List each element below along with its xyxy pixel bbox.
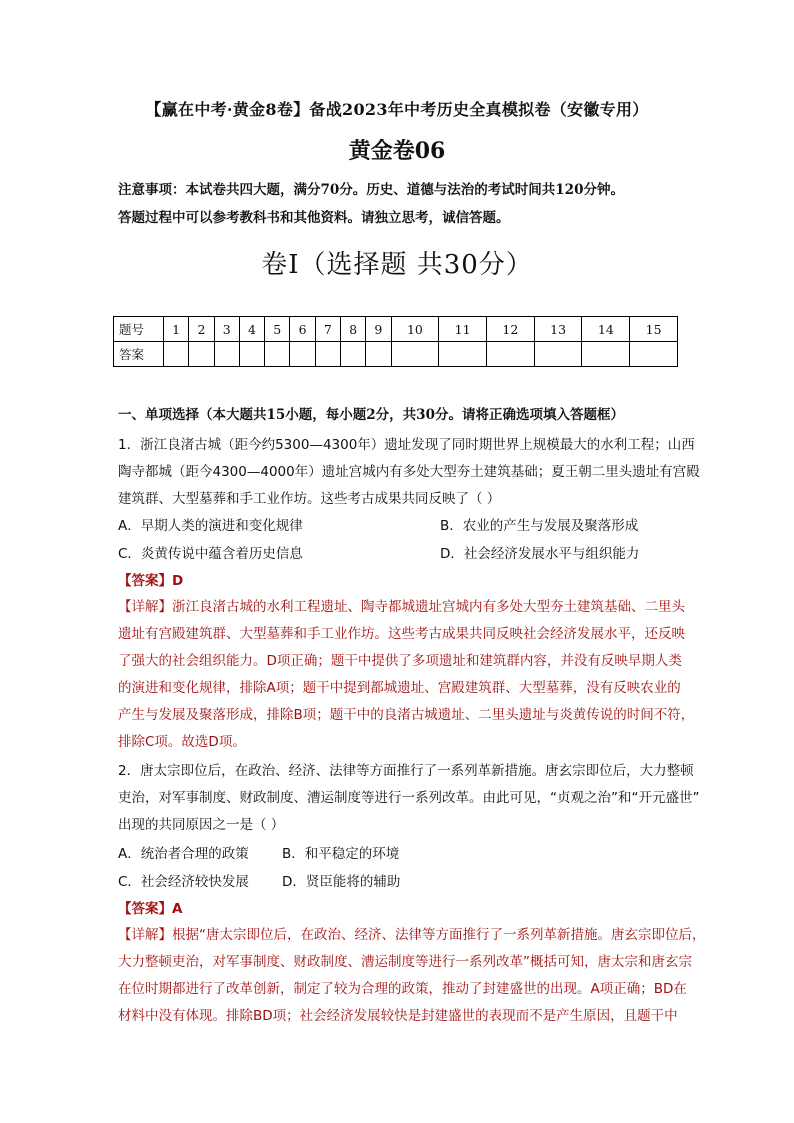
answer-cell[interactable]: [391, 342, 439, 367]
answer-cell[interactable]: [214, 342, 239, 367]
q1-option-d: D．社会经济发展水平与组织能力: [440, 546, 640, 562]
question-number-cell: 6: [290, 317, 315, 342]
question-number-cell: 5: [265, 317, 290, 342]
q2-detail-line-1: 【详解】根据“唐太宗即位后，在政治、经济、法律等方面推行了一系列革新措施。唐玄宗即位后，: [118, 927, 706, 943]
q1-option-c: C．炎黄传说中蕴含着历史信息: [118, 546, 303, 562]
answer-cell[interactable]: [239, 342, 264, 367]
question-number-cell: 10: [391, 317, 439, 342]
answer-cell[interactable]: [164, 342, 189, 367]
question-number-cell: 13: [534, 317, 582, 342]
question-number-cell: 4: [239, 317, 264, 342]
question-number-cell: 14: [582, 317, 630, 342]
question-number-cell: 12: [487, 317, 535, 342]
question-number-cell: 1: [164, 317, 189, 342]
answer-cell[interactable]: [582, 342, 630, 367]
q2-detail-line-4: 材料中没有体现。排除BD项；社会经济发展较快是封建盛世的表现而不是产生原因，且题干中: [118, 1008, 678, 1024]
answer-cell[interactable]: [189, 342, 214, 367]
q1-answer: 【答案】D: [118, 573, 184, 589]
q1-detail-line-2: 遗址有宫殿建筑群、大型墓葬和手工业作坊。这些考古成果共同反映社会经济发展水平，还反映: [118, 626, 685, 642]
question-number-cell: 2: [189, 317, 214, 342]
question-number-cell: 7: [315, 317, 340, 342]
answer-cell[interactable]: [534, 342, 582, 367]
row-label-number: 题号: [114, 317, 164, 342]
answer-table-answer-row: [114, 342, 678, 367]
q2-option-b: B．和平稳定的环境: [282, 846, 400, 862]
q2-stem-line-2: 吏治，对军事制度、财政制度、漕运制度等进行一系列改革。由此可见，“贞观之治”和“开元盛世”: [118, 790, 700, 806]
question-number-cell: 15: [630, 317, 678, 342]
answer-cell[interactable]: [290, 342, 315, 367]
answer-cell[interactable]: [315, 342, 340, 367]
answer-cell[interactable]: [265, 342, 290, 367]
notice-line-2: 答题过程中可以参考教科书和其他资料。请独立思考，诚信答题。: [118, 210, 510, 226]
q1-detail-line-1: 【详解】浙江良渚古城的水利工程遗址、陶寺都城遗址宫城内有多处大型夯土建筑基础、二里头: [118, 599, 685, 615]
notice-line-1: 注意事项：本试卷共四大题，满分70分。历史、道德与法治的考试时间共120分钟。: [118, 182, 624, 198]
q2-option-a: A．统治者合理的政策: [118, 846, 249, 862]
question-number-cell: 11: [439, 317, 487, 342]
answer-cell[interactable]: [487, 342, 535, 367]
q2-detail-line-2: 大力整顿吏治，对军事制度、财政制度、漕运制度等进行一系列改革”概括可知，唐太宗和唐玄宗: [118, 954, 692, 970]
answer-cell[interactable]: [366, 342, 391, 367]
q1-detail-line-5: 产生与发展及聚落形成，排除B项；题干中的良渚古城遗址、二里头遗址与炎黄传说的时间不符，: [118, 707, 695, 723]
q1-option-b: B．农业的产生与发展及聚落形成: [440, 518, 639, 534]
answer-cell[interactable]: [630, 342, 678, 367]
answer-table: [113, 316, 678, 367]
exam-header-title: 【赢在中考·黄金8卷】备战2023年中考历史全真模拟卷（安徽专用）: [145, 100, 649, 119]
q1-option-a: A．早期人类的演进和变化规律: [118, 518, 303, 534]
answer-table-number-row: [114, 317, 678, 342]
question-number-cell: 9: [366, 317, 391, 342]
q1-detail-line-6: 排除C项。故选D项。: [118, 734, 246, 750]
q2-option-d: D．贤臣能将的辅助: [282, 874, 401, 890]
exam-subtitle: 黄金卷06: [348, 138, 446, 164]
q1-stem-line-2: 陶寺都城（距今4300—4000年）遗址宫城内有多处大型夯土建筑基础；夏王朝二里头遗址有宫殿: [118, 464, 700, 480]
row-label-answer: 答案: [114, 342, 164, 367]
q1-stem-line-1: 1．浙江良渚古城（距今约5300—4300年）遗址发现了同时期世界上规模最大的水利工程；山西: [118, 437, 695, 453]
q1-detail-line-3: 了强大的社会组织能力。D项正确；题干中提供了多项遗址和建筑群内容，并没有反映早期人类: [118, 653, 682, 669]
q2-detail-line-3: 在位时期都进行了改革创新，制定了较为合理的政策，推动了封建盛世的出现。A项正确；BD在: [118, 981, 687, 997]
section-title: 卷Ⅰ（选择题 共30分）: [261, 250, 533, 280]
q2-stem-line-3: 出现的共同原因之一是（ ）: [118, 817, 285, 833]
q1-stem-line-3: 建筑群、大型墓葬和手工业作坊。这些考古成果共同反映了（ ）: [118, 491, 501, 507]
q2-answer: 【答案】A: [118, 901, 183, 917]
q1-detail-line-4: 的演进和变化规律，排除A项；题干中提到都城遗址、宫殿建筑群、大型墓葬，没有反映农业的: [118, 680, 681, 696]
q2-option-c: C．社会经济较快发展: [118, 874, 249, 890]
part-heading: 一、单项选择（本大题共15小题，每小题2分，共30分。请将正确选项填入答题框）: [118, 407, 624, 423]
answer-cell[interactable]: [340, 342, 365, 367]
answer-cell[interactable]: [439, 342, 487, 367]
q2-stem-line-1: 2．唐太宗即位后，在政治、经济、法律等方面推行了一系列革新措施。唐玄宗即位后，大力整顿: [118, 763, 694, 779]
question-number-cell: 3: [214, 317, 239, 342]
question-number-cell: 8: [340, 317, 365, 342]
